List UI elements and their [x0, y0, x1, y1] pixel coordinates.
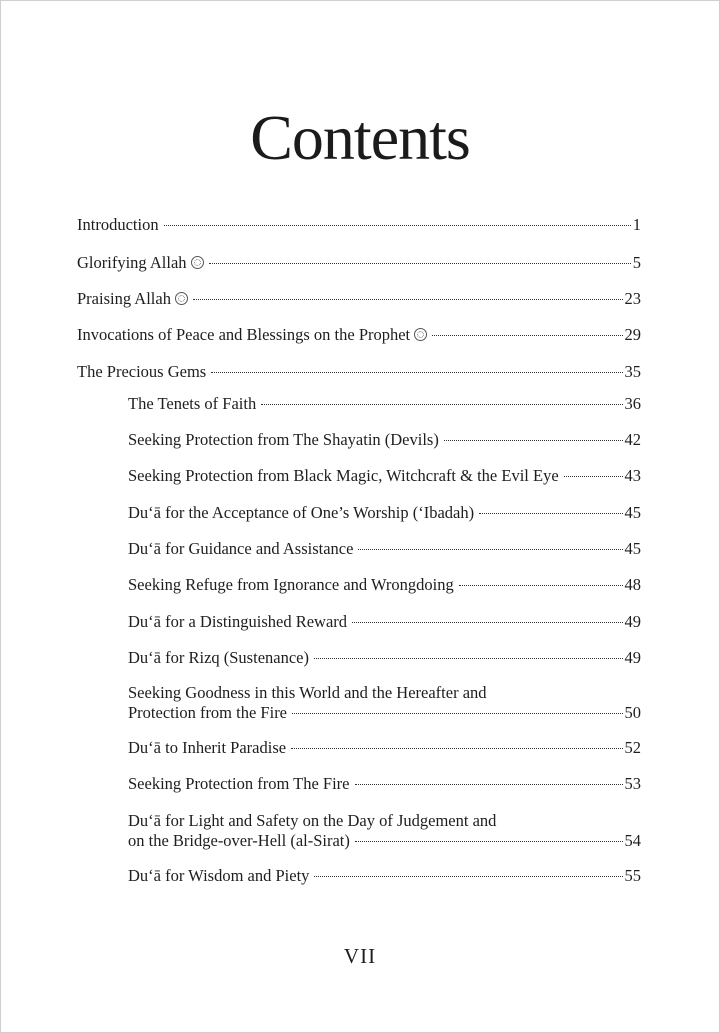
toc-entry-label-line-1: Du‘ā for Light and Safety on the Day of Judgement and [128, 811, 497, 830]
toc-page-number: 23 [624, 289, 641, 308]
toc-entry-label: Du‘ā for the Acceptance of One’s Worship (‘Ibadah) [128, 503, 475, 522]
toc-entry-protection-black-magic[interactable] [128, 466, 641, 486]
toc-entry-label: Du‘ā for Guidance and Assistance [128, 539, 354, 558]
toc-page-number: 45 [624, 539, 641, 558]
toc-entry-label: Invocations of Peace and Blessings on the Prophet [77, 325, 411, 344]
dot-leader [355, 841, 623, 842]
toc-page-number: 43 [624, 466, 641, 485]
toc-entry-label: Introduction [77, 215, 159, 234]
dot-leader [193, 299, 623, 300]
toc-entry-label: Glorifying Allah [77, 253, 187, 272]
toc-entry-label: Seeking Protection from The Shayatin (Devils) [128, 430, 439, 449]
toc-page-number: 42 [624, 430, 641, 449]
dot-leader [358, 549, 622, 550]
toc-entry-label-line-2: on the Bridge-over-Hell (al-Sirat) [128, 831, 350, 850]
dot-leader [352, 622, 622, 623]
page-title: Contents [250, 102, 470, 173]
toc-entry-label: Seeking Protection from Black Magic, Witchcraft & the Evil Eye [128, 466, 559, 485]
toc-page-number: 5 [632, 253, 641, 272]
toc-entry-invocations-of-peace[interactable] [77, 325, 641, 345]
toc-entry-inherit-paradise[interactable] [128, 738, 641, 758]
toc-entry-label: The Tenets of Faith [128, 394, 257, 413]
toc-entry-precious-gems[interactable] [77, 362, 641, 382]
dot-leader [444, 440, 623, 441]
toc-page-number: 55 [624, 866, 641, 885]
dot-leader [211, 372, 622, 373]
toc-entry-label-line-2: Protection from the Fire [128, 703, 288, 722]
toc-entry-label: Du‘ā for Rizq (Sustenance) [128, 648, 309, 667]
honorific-seal-icon [191, 256, 204, 269]
toc-entry-acceptance-of-worship[interactable] [128, 503, 641, 523]
toc-entry-label: Du‘ā to Inherit Paradise [128, 738, 287, 757]
toc-entry-label: Seeking Protection from The Fire [128, 774, 350, 793]
toc-page-number: 1 [632, 215, 641, 234]
toc-entry-goodness-world-hereafter[interactable] [128, 683, 641, 723]
toc-entry-rizq[interactable] [128, 648, 641, 668]
toc-page-number: 54 [624, 831, 641, 850]
toc-page-number: 29 [624, 325, 641, 344]
toc-entry-refuge-ignorance[interactable] [128, 575, 641, 595]
toc-entry-glorifying-allah[interactable] [77, 253, 641, 273]
dot-leader [261, 404, 622, 405]
toc-page-number: 52 [624, 738, 641, 757]
toc-entry-praising-allah[interactable] [77, 289, 641, 309]
toc-entry-label: Du‘ā for Wisdom and Piety [128, 866, 310, 885]
toc-entry-protection-fire[interactable] [128, 774, 641, 794]
toc-entry-light-and-safety[interactable] [128, 811, 641, 851]
toc-page-number: 50 [624, 703, 641, 722]
toc-page-number: 49 [624, 648, 641, 667]
toc-page-number: 36 [624, 394, 641, 413]
dot-leader [432, 335, 622, 336]
dot-leader [314, 658, 623, 659]
toc-entry-introduction[interactable] [77, 215, 641, 235]
toc-page-number: 53 [624, 774, 641, 793]
dot-leader [459, 585, 623, 586]
toc-page-number: 35 [624, 362, 641, 381]
toc-entry-tenets-of-faith[interactable] [128, 394, 641, 414]
dot-leader [209, 263, 631, 264]
dot-leader [479, 513, 622, 514]
table-of-contents [1, 1, 719, 1032]
page-folio-number: VII [343, 944, 377, 968]
dot-leader [164, 225, 631, 226]
dot-leader [314, 876, 622, 877]
dot-leader [291, 748, 622, 749]
toc-page-number: 45 [624, 503, 641, 522]
toc-entry-label: Praising Allah [77, 289, 171, 308]
honorific-seal-icon [175, 292, 188, 305]
toc-entry-guidance-assistance[interactable] [128, 539, 641, 559]
toc-entry-label-line-1: Seeking Goodness in this World and the Hereafter and [128, 683, 487, 702]
toc-entry-distinguished-reward[interactable] [128, 612, 641, 632]
toc-entry-label: The Precious Gems [77, 362, 207, 381]
toc-page-number: 49 [624, 612, 641, 631]
toc-entry-protection-shayatin[interactable] [128, 430, 641, 450]
honorific-seal-icon [414, 328, 427, 341]
toc-entry-label: Seeking Refuge from Ignorance and Wrongdoing [128, 575, 454, 594]
toc-entry-label: Du‘ā for a Distinguished Reward [128, 612, 348, 631]
toc-page-number: 48 [624, 575, 641, 594]
dot-leader [355, 784, 623, 785]
toc-entry-wisdom-piety[interactable] [128, 866, 641, 886]
dot-leader [564, 476, 623, 477]
dot-leader [292, 713, 622, 714]
